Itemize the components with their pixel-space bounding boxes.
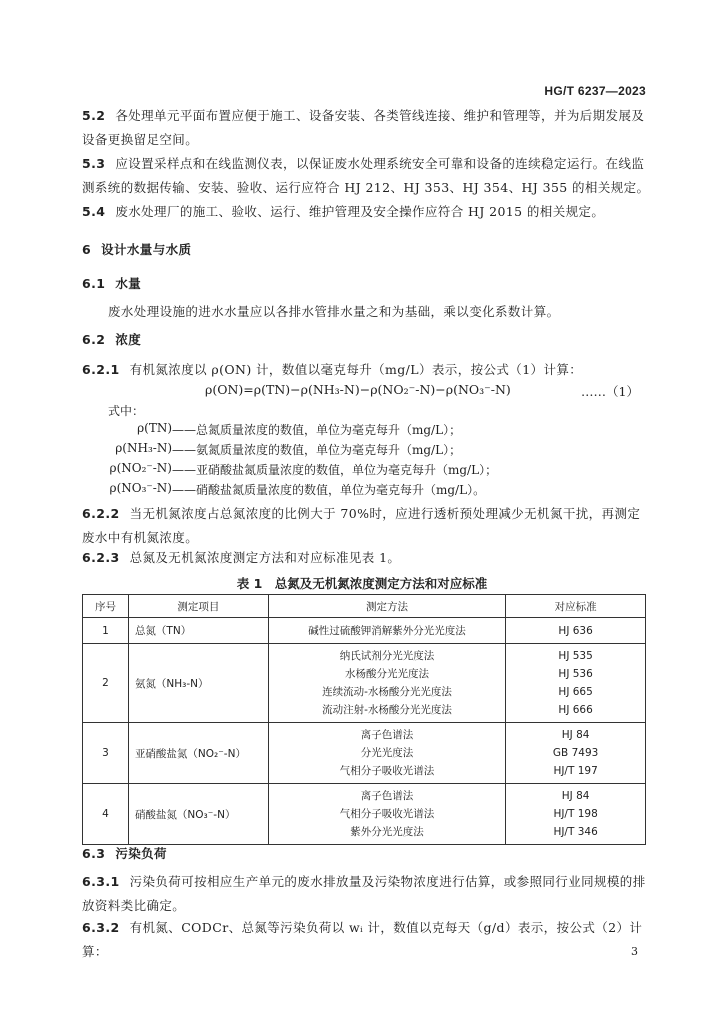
table-header-row (83, 595, 646, 618)
method: 气相分子吸收光谱法 (339, 765, 435, 777)
section-number: 6.2 (82, 332, 106, 347)
standard: HJ 536 (558, 668, 593, 680)
table-title: 表 1 总氮及无机氮浓度测定方法和对应标准 (236, 576, 488, 591)
methods-table (82, 594, 646, 845)
column-header: 对应标准 (506, 595, 646, 618)
clause-5-4 (82, 200, 652, 224)
section-6-3-heading (82, 842, 652, 866)
clause-text: 当无机氮浓度占总氮浓度的比例大于 70%时，应进行透析预处理减少无机氮干扰，再测定废水中有机氮浓度。 (82, 506, 641, 545)
row-methods (268, 784, 505, 845)
column-header: 序号 (83, 595, 129, 618)
method: 纳氏试剂分光光度法 (339, 650, 435, 662)
method: 气相分子吸收光谱法 (339, 808, 435, 820)
row-standards (506, 723, 646, 784)
section-6-2-heading (82, 328, 652, 352)
section-title: 污染负荷 (115, 846, 167, 861)
standard: GB 7493 (552, 747, 599, 759)
method: 离子色谱法 (360, 790, 414, 802)
clause-6-2-1 (82, 358, 652, 382)
formula-1-label: ……（1） (581, 384, 639, 399)
definition-tn (137, 421, 462, 438)
standard: HJ 665 (558, 686, 593, 698)
standard: HJ 636 (558, 624, 593, 637)
clause-text: 各处理单元平面布置应便于施工、设备安装、各类管线连接、维护和管理等，并为后期发展及设备更换留足空间。 (82, 108, 645, 147)
table-row (83, 644, 646, 723)
definition-desc: ——硝酸盐氮质量浓度的数值，单位为毫克每升（mg/L）。 (172, 483, 486, 497)
standard: HJ/T 198 (553, 808, 598, 820)
clause-number: 6.2.2 (82, 506, 120, 521)
definition-no3 (109, 481, 486, 498)
clause-number: 5.3 (82, 156, 106, 171)
section-number: 6.1 (82, 276, 106, 291)
definition-desc: ——亚硝酸盐氮质量浓度的数值，单位为毫克每升（mg/L）； (172, 463, 498, 477)
row-methods (268, 723, 505, 784)
column-header: 测定方法 (268, 595, 505, 618)
clause-text: 应设置采样点和在线监测仪表，以保证废水处理系统安全可靠和设备的连续稳定运行。在线监测系统的数据传输、安装、验收、运行应符合 HJ 212、HJ 353、HJ 354、HJ 355 的相关规定。 (82, 156, 650, 195)
method: 水杨酸分光光度法 (344, 668, 429, 680)
clause-6-2-3 (82, 546, 652, 570)
row-item: 亚硝酸盐氮（NO₂⁻-N） (128, 723, 268, 784)
section-6-1-heading (82, 272, 652, 296)
section-title: 浓度 (115, 332, 142, 347)
section-number: 6.3 (82, 846, 106, 861)
clause-text: 总氮及无机氮浓度测定方法和对应标准见表 1。 (129, 550, 401, 565)
row-standards (506, 784, 646, 845)
clause-number: 6.3.2 (82, 920, 120, 935)
row-number: 1 (83, 618, 129, 644)
standard: HJ/T 346 (553, 826, 598, 838)
row-standards (506, 618, 646, 644)
clause-number: 6.2.3 (82, 550, 120, 565)
row-methods (268, 618, 505, 644)
table-row (83, 723, 646, 784)
definition-nh3 (115, 441, 462, 458)
standard: HJ 84 (561, 729, 590, 741)
where-label: 式中： (108, 404, 145, 418)
clause-text: 有机氮、CODCr、总氮等污染负荷以 wᵢ 计，数值以克每天（g/d）表示，按公式（2）计算： (82, 920, 643, 959)
definition-term: ρ(NH₃-N) (115, 441, 172, 455)
section-number: 6 (82, 242, 92, 257)
clause-5-2 (82, 104, 652, 152)
row-number: 4 (83, 784, 129, 845)
section-6-heading (82, 238, 652, 262)
column-header: 测定项目 (128, 595, 268, 618)
row-number: 2 (83, 644, 129, 723)
formula-1: ρ(ON)=ρ(TN)−ρ(NH₃-N)−ρ(NO₂⁻-N)−ρ(NO₃⁻-N) (205, 382, 511, 397)
definition-term: ρ(TN) (137, 421, 172, 435)
clause-6-2-2 (82, 502, 652, 550)
method: 碱性过硫酸钾消解紫外分光光度法 (308, 624, 466, 637)
clause-text: 污染负荷可按相应生产单元的废水排放量及污染物浓度进行估算，或参照同行业同规模的排放资料类比确定。 (82, 874, 646, 913)
row-item: 硝酸盐氮（NO₃⁻-N） (128, 784, 268, 845)
definition-desc: ——氨氮质量浓度的数值，单位为毫克每升（mg/L）； (172, 443, 462, 457)
clause-number: 6.2.1 (82, 362, 120, 377)
row-number: 3 (83, 723, 129, 784)
row-item: 氨氮（NH₃-N） (128, 644, 268, 723)
standard: HJ 666 (558, 704, 593, 716)
document-header: HG/T 6237—2023 (544, 84, 646, 98)
method: 离子色谱法 (360, 729, 414, 741)
clause-number: 5.2 (82, 108, 106, 123)
standard: HJ 84 (561, 790, 590, 802)
definition-no2 (109, 461, 498, 478)
clause-text: 废水处理厂的施工、验收、运行、维护管理及安全操作应符合 HJ 2015 的相关规定。 (115, 204, 605, 219)
row-item: 总氮（TN） (128, 618, 268, 644)
row-standards (506, 644, 646, 723)
clause-text: 有机氮浓度以 ρ(ON) 计，数值以毫克每升（mg/L）表示，按公式（1）计算： (129, 362, 583, 377)
clause-6-3-2 (82, 916, 652, 964)
clause-number: 6.3.1 (82, 874, 120, 889)
method: 流动注射-水杨酸分光光度法 (322, 704, 452, 716)
definition-term: ρ(NO₂⁻-N) (109, 461, 172, 475)
section-title: 水量 (115, 276, 142, 291)
section-title: 设计水量与水质 (101, 242, 192, 257)
standard: HJ/T 197 (553, 765, 598, 777)
method: 分光光度法 (360, 747, 414, 759)
page-number: 3 (631, 945, 638, 958)
method: 紫外分光光度法 (350, 826, 424, 838)
clause-5-3 (82, 152, 652, 200)
method: 连续流动-水杨酸分光光度法 (322, 686, 452, 698)
row-methods (268, 644, 505, 723)
clause-6-1-text: 废水处理设施的进水水量应以各排水管排水量之和为基础，乘以变化系数计算。 (108, 304, 560, 319)
definition-term: ρ(NO₃⁻-N) (109, 481, 172, 495)
table-row (83, 784, 646, 845)
clause-number: 5.4 (82, 204, 106, 219)
table-row (83, 618, 646, 644)
standard: HJ 535 (558, 650, 593, 662)
clause-6-3-1 (82, 870, 652, 918)
definition-desc: ——总氮质量浓度的数值，单位为毫克每升（mg/L）； (172, 423, 462, 437)
